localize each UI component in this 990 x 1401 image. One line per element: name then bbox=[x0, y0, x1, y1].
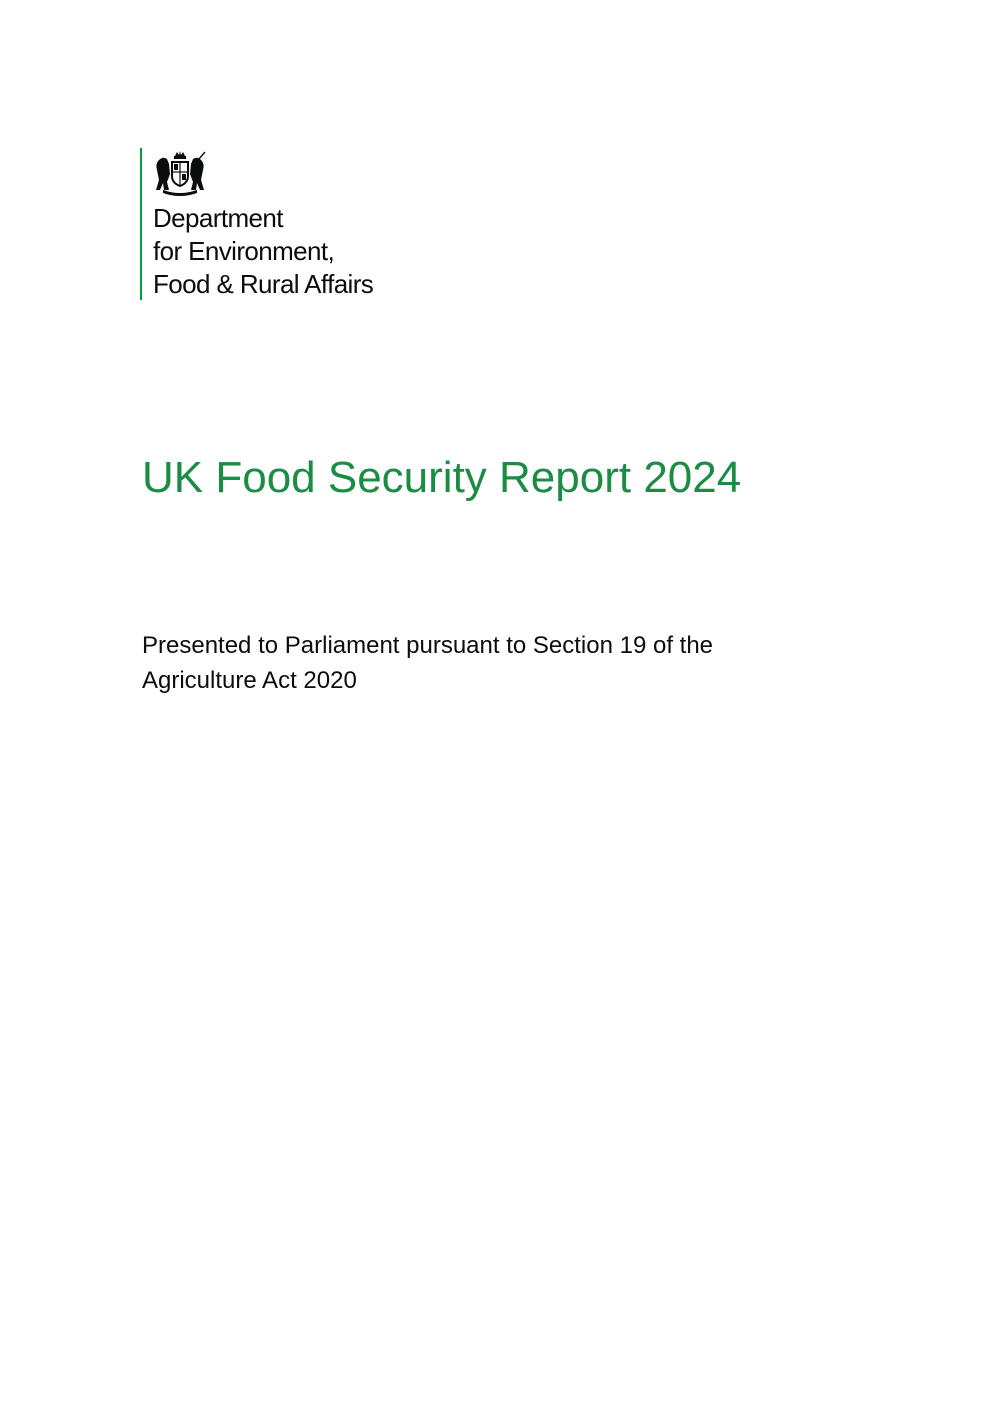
department-name bbox=[153, 202, 373, 301]
report-title: UK Food Security Report 2024 bbox=[142, 453, 742, 502]
presented-line-1: Presented to Parliament pursuant to Section 19 of the bbox=[142, 632, 714, 659]
logo-accent-rule bbox=[140, 148, 142, 300]
department-name-line-1: Department bbox=[153, 203, 283, 233]
royal-coat-of-arms-icon bbox=[153, 150, 207, 196]
presented-to-parliament-statement bbox=[142, 628, 842, 698]
presented-line-2: Agriculture Act 2020 bbox=[142, 667, 357, 694]
defra-logo bbox=[140, 148, 460, 300]
department-name-line-2: for Environment, bbox=[153, 236, 335, 266]
department-name-line-3: Food & Rural Affairs bbox=[153, 269, 374, 299]
